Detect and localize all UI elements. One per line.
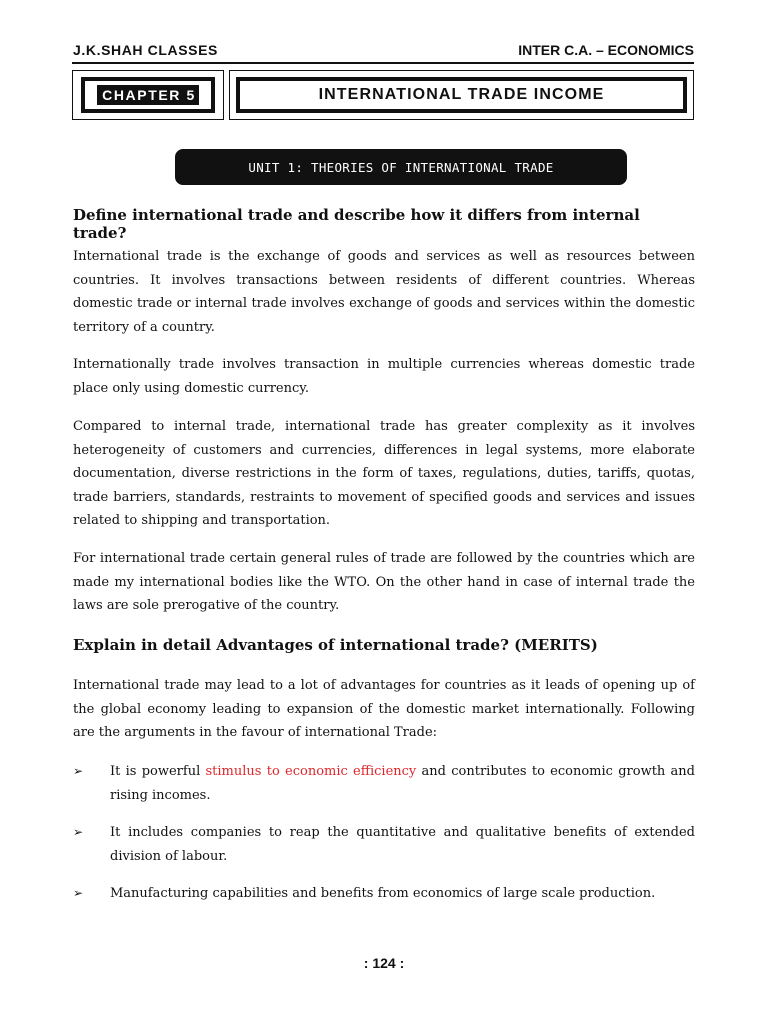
question-1: Define international trade and describe how it differs from internal trade? <box>73 206 640 242</box>
chapter-title-box <box>229 70 694 120</box>
arrow-bullet-icon: ➢ <box>73 764 84 778</box>
header-institute: J.K.SHAH CLASSES <box>73 42 218 58</box>
chapter-title: INTERNATIONAL TRADE INCOME <box>236 77 687 113</box>
list-item-text: Manufacturing capabilities and benefits from economics of large scale production. <box>110 886 656 901</box>
arrow-bullet-icon: ➢ <box>73 825 84 839</box>
arrow-bullet-icon: ➢ <box>73 886 84 900</box>
list-item <box>73 821 695 868</box>
chapter-box <box>72 70 224 120</box>
unit-banner: UNIT 1: THEORIES OF INTERNATIONAL TRADE <box>175 149 627 185</box>
chapter-inner-frame <box>81 77 215 113</box>
paragraph-1: International trade is the exchange of goods and services as well as resources between countries. It involves transactions between residents of different countries. Whereas domestic trade or internal trade involves exchange of goods and services within the domestic territory of a country. <box>73 249 695 335</box>
paragraph-3: Compared to internal trade, international trade has greater complexity as it involves heterogeneity of customers and currencies, differences in legal systems, more elaborate documentation, diverse restrictions in the form of taxes, regulations, duties, tariffs, quotas, trade barriers, standards, restraints to movement of specified goods and services and issues related to shipping and transportation. <box>73 419 695 529</box>
list-item-text: It is powerful stimulus to economic efficiency and contributes to economic growth and rising incomes. <box>110 764 695 803</box>
list-item <box>73 760 695 807</box>
question-2: Explain in detail Advantages of international trade? (MERITS) <box>73 636 598 654</box>
chapter-label: CHAPTER 5 <box>97 85 199 105</box>
paragraph-2: Internationally trade involves transaction in multiple currencies whereas domestic trade place only using domestic currency. <box>73 357 695 396</box>
highlighted-phrase: stimulus to economic efficiency <box>205 764 417 779</box>
list-item <box>73 882 695 906</box>
page-number: : 124 : <box>363 955 405 971</box>
intro-paragraph: International trade may lead to a lot of advantages for countries as it leads of opening up of the global economy leading to expansion of the domestic market internationally. Following are the arguments in the favour of international Trade: <box>73 678 695 741</box>
paragraph-4: For international trade certain general rules of trade are followed by the countries which are made my international bodies like the WTO. On the other hand in case of internal trade the laws are sole prerogative of the country. <box>73 551 695 614</box>
list-item-text: It includes companies to reap the quantitative and qualitative benefits of extended division of labour. <box>110 825 695 864</box>
header-rule <box>72 62 694 64</box>
header-course: INTER C.A. – ECONOMICS <box>518 42 694 58</box>
